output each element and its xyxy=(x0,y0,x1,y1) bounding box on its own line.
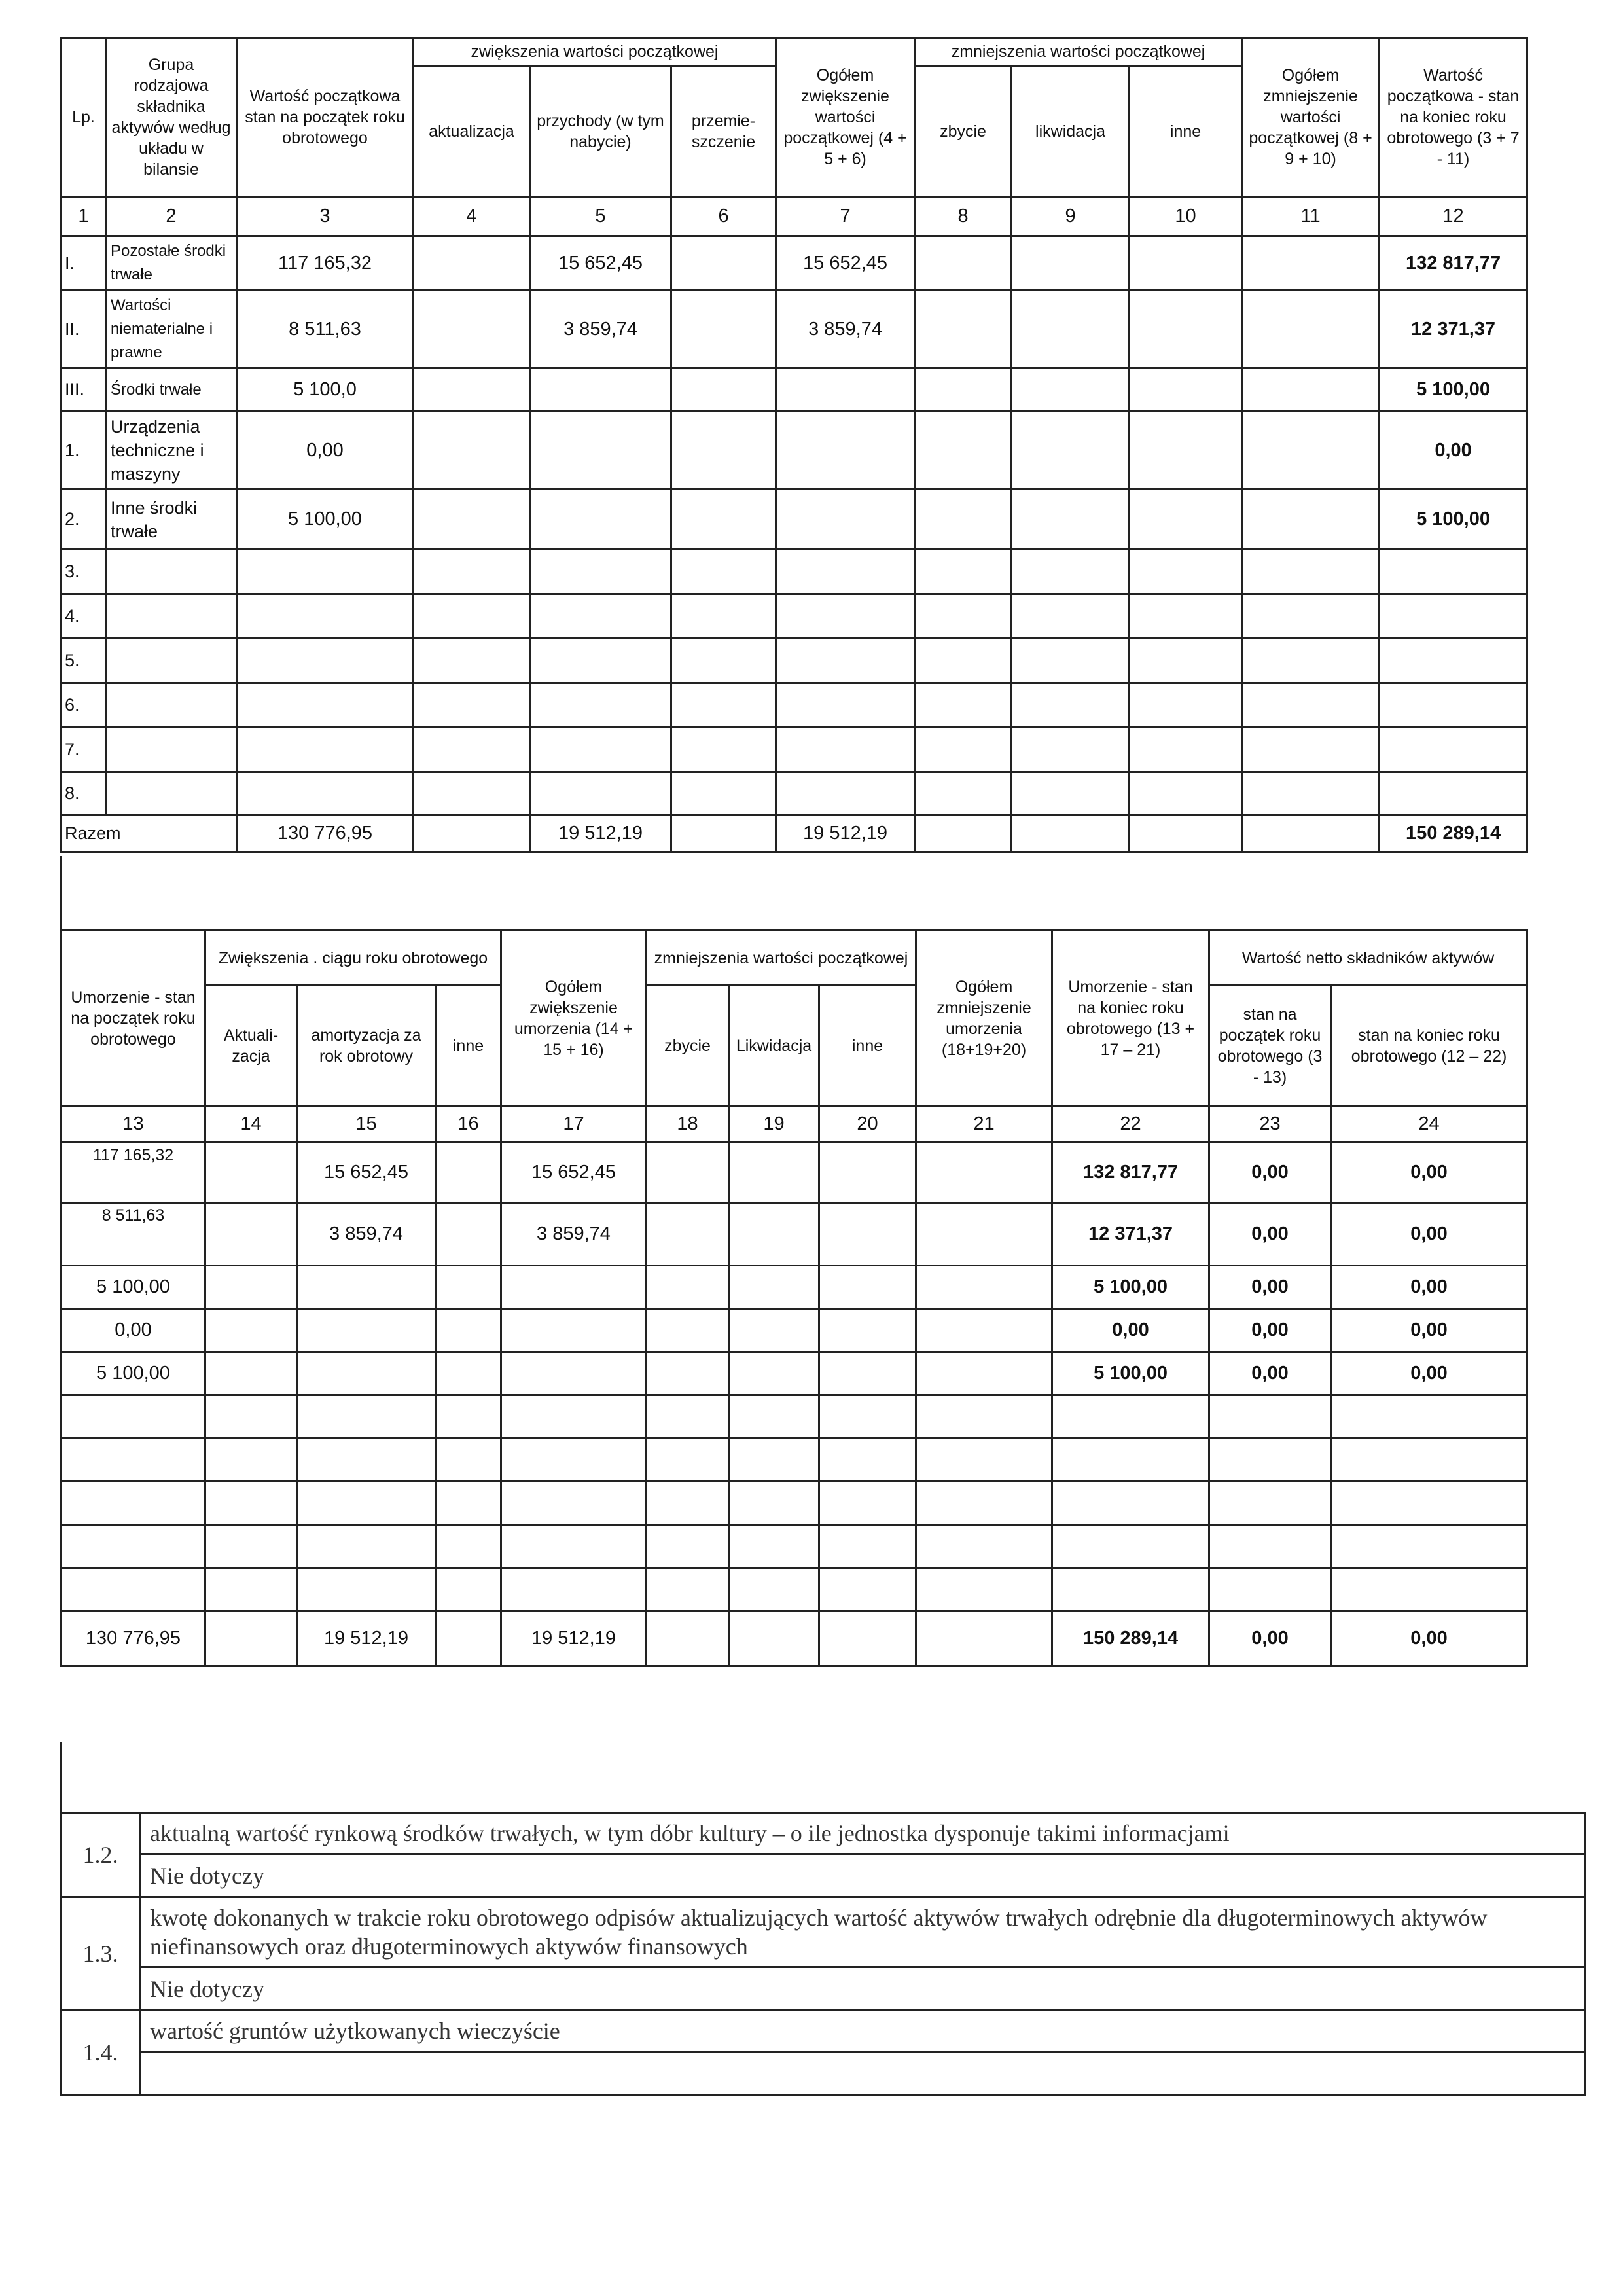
header-dep-end: Umorzenie - stan na koniec roku obrotowego (13 + 17 – 21) xyxy=(1052,931,1209,1106)
header-update: aktualizacja xyxy=(414,66,530,197)
row-net-end: 0,00 xyxy=(1331,1203,1527,1266)
row-initial-value: 8 511,63 xyxy=(237,291,414,368)
row-net-start xyxy=(1209,1439,1331,1482)
note-row xyxy=(62,2011,1585,2052)
row-income xyxy=(530,594,671,639)
row-amortization: 3 859,74 xyxy=(297,1203,436,1266)
note-answer: Nie dotyczy xyxy=(140,1854,1585,1897)
note-answer-row xyxy=(62,1967,1585,2011)
total-net-end: 0,00 xyxy=(1331,1611,1527,1666)
header-initial-value: Wartość początkowa stan na początek roku obrotowego xyxy=(237,38,414,197)
row-amortization xyxy=(297,1568,436,1611)
row-total-increase xyxy=(776,594,915,639)
row-dep-end: 12 371,37 xyxy=(1052,1203,1209,1266)
header-total-increase: Ogółem zwiększenie wartości początkowej (4 + 5 + 6) xyxy=(776,38,915,197)
depreciation-row xyxy=(62,1568,1527,1611)
row-total-increase xyxy=(776,550,915,594)
note-answer: Nie dotyczy xyxy=(140,1967,1585,2011)
row-group-name xyxy=(106,772,237,816)
note-text: kwotę dokonanych w trakcie roku obrotowego odpisów aktualizujących wartość aktywów trwałych odrębnie dla długoterminowych aktywów niefinansowych oraz długoterminowych aktywów finansowych xyxy=(140,1897,1585,1967)
row-group-name: Inne środki trwałe xyxy=(106,490,237,550)
col-number: 15 xyxy=(297,1106,436,1143)
row-amortization xyxy=(297,1525,436,1568)
header-net-group: Wartość netto składników aktywów xyxy=(1209,931,1527,986)
col-number: 24 xyxy=(1331,1106,1527,1143)
row-end-value xyxy=(1380,639,1527,683)
asset-row xyxy=(62,639,1527,683)
row-amortization: 15 652,45 xyxy=(297,1143,436,1203)
depreciation-row xyxy=(62,1395,1527,1439)
row-dep-increase xyxy=(501,1525,647,1568)
row-dep-increase xyxy=(501,1568,647,1611)
row-net-start: 0,00 xyxy=(1209,1203,1331,1266)
header-liquidation: Likwidacja xyxy=(729,986,819,1106)
depreciation-row xyxy=(62,1482,1527,1525)
header-inc-group: Zwiększenia . ciągu roku obrotowego xyxy=(205,931,501,986)
row-dep-increase xyxy=(501,1309,647,1352)
note-text: aktualną wartość rynkową środków trwałych, w tym dóbr kultury – o ile jednostka dysponuje takimi informacjami xyxy=(140,1813,1585,1854)
row-income xyxy=(530,490,671,550)
col-number: 11 xyxy=(1242,197,1380,236)
row-lp: 4. xyxy=(62,594,106,639)
header-sale: zbycie xyxy=(647,986,729,1106)
header-total-inc: Ogółem zwiększenie umorzenia (14 + 15 + 16) xyxy=(501,931,647,1106)
row-lp: 6. xyxy=(62,683,106,728)
row-group-name xyxy=(106,639,237,683)
col-number: 2 xyxy=(106,197,237,236)
row-total-increase xyxy=(776,490,915,550)
row-group-name xyxy=(106,728,237,772)
row-initial-value xyxy=(237,772,414,816)
col-number: 5 xyxy=(530,197,671,236)
row-lp: 3. xyxy=(62,550,106,594)
row-dep-end xyxy=(1052,1482,1209,1525)
row-end-value: 5 100,00 xyxy=(1380,490,1527,550)
header-total-dec: Ogółem zmniejszenie umorzenia (18+19+20) xyxy=(916,931,1052,1106)
header-other: inne xyxy=(1130,66,1242,197)
row-amortization xyxy=(297,1439,436,1482)
row-dep-increase xyxy=(501,1352,647,1395)
row-lp: 5. xyxy=(62,639,106,683)
row-initial-value xyxy=(237,728,414,772)
depreciation-row xyxy=(62,1525,1527,1568)
header-net-end: stan na koniec roku obrotowego (12 – 22) xyxy=(1331,986,1527,1106)
depreciation-row xyxy=(62,1309,1527,1352)
note-number: 1.4. xyxy=(62,2011,140,2095)
note-answer xyxy=(140,2052,1585,2095)
depreciation-row xyxy=(62,1352,1527,1395)
col-number: 3 xyxy=(237,197,414,236)
header-liquidation: likwidacja xyxy=(1012,66,1130,197)
row-dep-end xyxy=(1052,1525,1209,1568)
row-initial-value: 0,00 xyxy=(237,412,414,490)
asset-row xyxy=(62,412,1527,490)
row-net-start: 0,00 xyxy=(1209,1352,1331,1395)
header-end-value: Wartość początkowa - stan na koniec roku obrotowego (3 + 7 - 11) xyxy=(1380,38,1527,197)
row-net-end xyxy=(1331,1525,1527,1568)
row-dep-start: 5 100,00 xyxy=(62,1352,205,1395)
row-net-end: 0,00 xyxy=(1331,1143,1527,1203)
row-income xyxy=(530,550,671,594)
row-end-value xyxy=(1380,772,1527,816)
row-dep-start: 0,00 xyxy=(62,1309,205,1352)
col-number: 8 xyxy=(915,197,1012,236)
asset-row xyxy=(62,683,1527,728)
row-net-start xyxy=(1209,1525,1331,1568)
row-net-start: 0,00 xyxy=(1209,1143,1331,1203)
total-amortization: 19 512,19 xyxy=(297,1611,436,1666)
frame-line xyxy=(60,1742,62,1812)
row-lp: 7. xyxy=(62,728,106,772)
row-total-increase xyxy=(776,728,915,772)
row-dep-end xyxy=(1052,1568,1209,1611)
note-text: wartość gruntów użytkowanych wieczyście xyxy=(140,2011,1585,2052)
col-number: 17 xyxy=(501,1106,647,1143)
column-number-row xyxy=(62,1106,1527,1143)
row-lp: III. xyxy=(62,368,106,412)
asset-row xyxy=(62,236,1527,291)
row-dep-start xyxy=(62,1525,205,1568)
total-dep-start: 130 776,95 xyxy=(62,1611,205,1666)
row-dep-start xyxy=(62,1439,205,1482)
row-group-name: Środki trwałe xyxy=(106,368,237,412)
depreciation-row xyxy=(62,1203,1527,1266)
row-end-value: 5 100,00 xyxy=(1380,368,1527,412)
col-number: 12 xyxy=(1380,197,1527,236)
header-dep-start: Umorzenie - stan na początek roku obrotowego xyxy=(62,931,205,1106)
row-initial-value xyxy=(237,639,414,683)
row-dep-end: 0,00 xyxy=(1052,1309,1209,1352)
row-dep-end: 5 100,00 xyxy=(1052,1352,1209,1395)
header-decrease-group: zmniejszenia wartości początkowej xyxy=(915,38,1242,66)
header-lp: Lp. xyxy=(62,38,106,197)
row-end-value xyxy=(1380,728,1527,772)
row-lp: 2. xyxy=(62,490,106,550)
row-lp: 8. xyxy=(62,772,106,816)
total-net-start: 0,00 xyxy=(1209,1611,1331,1666)
col-number: 1 xyxy=(62,197,106,236)
depreciation-row xyxy=(62,1439,1527,1482)
note-row xyxy=(62,1813,1585,1854)
row-end-value xyxy=(1380,594,1527,639)
row-initial-value xyxy=(237,594,414,639)
row-net-start: 0,00 xyxy=(1209,1266,1331,1309)
col-number: 19 xyxy=(729,1106,819,1143)
row-dep-start: 8 511,63 xyxy=(62,1203,205,1266)
row-income xyxy=(530,368,671,412)
depreciation-row xyxy=(62,1143,1527,1203)
note-row xyxy=(62,1897,1585,1967)
col-number: 14 xyxy=(205,1106,297,1143)
row-dep-end: 5 100,00 xyxy=(1052,1266,1209,1309)
row-income xyxy=(530,683,671,728)
header-group: Grupa rodzajowa składnika aktywów według układu w bilansie xyxy=(106,38,237,197)
row-dep-increase xyxy=(501,1395,647,1439)
col-number: 22 xyxy=(1052,1106,1209,1143)
row-income xyxy=(530,412,671,490)
note-answer-row xyxy=(62,1854,1585,1897)
row-net-end: 0,00 xyxy=(1331,1309,1527,1352)
header-update: Aktuali- zacja xyxy=(205,986,297,1106)
row-group-name xyxy=(106,550,237,594)
total-initial: 130 776,95 xyxy=(237,816,414,852)
row-amortization xyxy=(297,1395,436,1439)
row-dep-start: 5 100,00 xyxy=(62,1266,205,1309)
header-transfer: przemie- szczenie xyxy=(671,66,776,197)
col-number: 4 xyxy=(414,197,530,236)
col-number: 7 xyxy=(776,197,915,236)
col-number: 6 xyxy=(671,197,776,236)
asset-row xyxy=(62,728,1527,772)
col-number: 10 xyxy=(1130,197,1242,236)
row-total-increase xyxy=(776,683,915,728)
col-number: 18 xyxy=(647,1106,729,1143)
row-net-start: 0,00 xyxy=(1209,1309,1331,1352)
header-other: inne xyxy=(436,986,501,1106)
row-initial-value: 5 100,00 xyxy=(237,490,414,550)
row-net-start xyxy=(1209,1568,1331,1611)
row-amortization xyxy=(297,1482,436,1525)
asset-row xyxy=(62,368,1527,412)
total-row xyxy=(62,816,1527,852)
row-dep-increase: 15 652,45 xyxy=(501,1143,647,1203)
row-net-end xyxy=(1331,1439,1527,1482)
row-net-end: 0,00 xyxy=(1331,1266,1527,1309)
row-amortization xyxy=(297,1309,436,1352)
total-row xyxy=(62,1611,1527,1666)
header-increase-group: zwiększenia wartości początkowej xyxy=(414,38,776,66)
row-net-end xyxy=(1331,1482,1527,1525)
row-dep-increase xyxy=(501,1482,647,1525)
row-dep-end xyxy=(1052,1395,1209,1439)
row-end-value: 132 817,77 xyxy=(1380,236,1527,291)
asset-row xyxy=(62,490,1527,550)
row-total-increase xyxy=(776,368,915,412)
row-income: 3 859,74 xyxy=(530,291,671,368)
row-dep-end xyxy=(1052,1439,1209,1482)
row-dep-start xyxy=(62,1482,205,1525)
total-increase: 19 512,19 xyxy=(776,816,915,852)
header-total-decrease: Ogółem zmniejszenie wartości początkowej (8 + 9 + 10) xyxy=(1242,38,1380,197)
row-net-end xyxy=(1331,1568,1527,1611)
row-total-increase xyxy=(776,412,915,490)
total-dep-increase: 19 512,19 xyxy=(501,1611,647,1666)
row-lp: 1. xyxy=(62,412,106,490)
note-answer-row xyxy=(62,2052,1585,2095)
depreciation-table xyxy=(60,929,1528,1667)
row-net-start xyxy=(1209,1482,1331,1525)
row-group-name xyxy=(106,683,237,728)
row-end-value: 12 371,37 xyxy=(1380,291,1527,368)
note-number: 1.2. xyxy=(62,1813,140,1897)
asset-row xyxy=(62,772,1527,816)
row-end-value: 0,00 xyxy=(1380,412,1527,490)
col-number: 21 xyxy=(916,1106,1052,1143)
row-dep-end: 132 817,77 xyxy=(1052,1143,1209,1203)
row-income xyxy=(530,728,671,772)
row-lp: II. xyxy=(62,291,106,368)
row-end-value xyxy=(1380,683,1527,728)
row-dep-start xyxy=(62,1568,205,1611)
row-amortization xyxy=(297,1266,436,1309)
row-net-end: 0,00 xyxy=(1331,1352,1527,1395)
col-number: 9 xyxy=(1012,197,1130,236)
header-net-start: stan na początek roku obrotowego (3 - 13) xyxy=(1209,986,1331,1106)
row-dep-increase xyxy=(501,1266,647,1309)
row-net-end xyxy=(1331,1395,1527,1439)
row-initial-value xyxy=(237,550,414,594)
col-number: 16 xyxy=(436,1106,501,1143)
row-dep-start xyxy=(62,1395,205,1439)
total-end-value: 150 289,14 xyxy=(1380,816,1527,852)
row-group-name xyxy=(106,594,237,639)
note-number: 1.3. xyxy=(62,1897,140,2011)
asset-row xyxy=(62,550,1527,594)
header-amortization: amortyzacja za rok obrotowy xyxy=(297,986,436,1106)
col-number: 20 xyxy=(819,1106,916,1143)
row-lp: I. xyxy=(62,236,106,291)
row-income: 15 652,45 xyxy=(530,236,671,291)
row-total-increase: 15 652,45 xyxy=(776,236,915,291)
column-number-row xyxy=(62,197,1527,236)
row-initial-value xyxy=(237,683,414,728)
row-dep-increase: 3 859,74 xyxy=(501,1203,647,1266)
row-end-value xyxy=(1380,550,1527,594)
total-label: Razem xyxy=(62,816,237,852)
row-income xyxy=(530,772,671,816)
fixed-assets-table xyxy=(60,37,1528,853)
col-number: 13 xyxy=(62,1106,205,1143)
total-income: 19 512,19 xyxy=(530,816,671,852)
frame-line xyxy=(60,856,62,929)
row-group-name: Pozostałe środki trwałe xyxy=(106,236,237,291)
notes-table xyxy=(60,1812,1586,2096)
row-amortization xyxy=(297,1352,436,1395)
row-income xyxy=(530,639,671,683)
row-total-increase: 3 859,74 xyxy=(776,291,915,368)
row-net-start xyxy=(1209,1395,1331,1439)
total-dep-end: 150 289,14 xyxy=(1052,1611,1209,1666)
row-total-increase xyxy=(776,772,915,816)
row-group-name: Urządzenia techniczne i maszyny xyxy=(106,412,237,490)
row-total-increase xyxy=(776,639,915,683)
row-dep-increase xyxy=(501,1439,647,1482)
asset-row xyxy=(62,291,1527,368)
asset-row xyxy=(62,594,1527,639)
col-number: 23 xyxy=(1209,1106,1331,1143)
header-income: przychody (w tym nabycie) xyxy=(530,66,671,197)
header-other2: inne xyxy=(819,986,916,1106)
row-dep-start: 117 165,32 xyxy=(62,1143,205,1203)
row-group-name: Wartości niematerialne i prawne xyxy=(106,291,237,368)
row-initial-value: 5 100,0 xyxy=(237,368,414,412)
depreciation-row xyxy=(62,1266,1527,1309)
header-sale: zbycie xyxy=(915,66,1012,197)
header-dec-group: zmniejszenia wartości początkowej xyxy=(647,931,916,986)
row-initial-value: 117 165,32 xyxy=(237,236,414,291)
